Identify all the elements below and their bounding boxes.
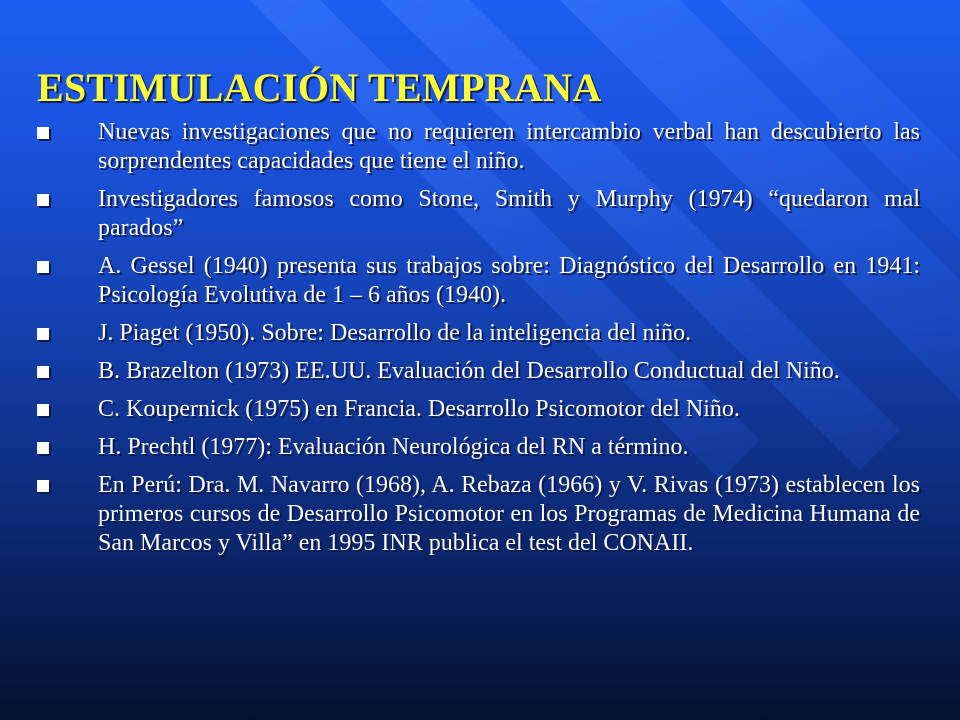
square-bullet-icon (37, 328, 49, 340)
list-item-text: En Perú: Dra. M. Navarro (1968), A. Rebaza (1966) y V. Rivas (1973) establecen los primeros cursos de Desarrollo Psicomotor en los Programas de Medicina Humana de San Marcos y Villa” en 1995 INR publica el test del CONAII. (98, 472, 920, 556)
bullet-list (37, 118, 920, 558)
list-item (37, 252, 920, 310)
list-item (37, 118, 920, 176)
square-bullet-icon (37, 404, 49, 416)
square-bullet-icon (37, 261, 49, 273)
list-item-text: Nuevas investigaciones que no requieren intercambio verbal han descubierto las sorprendentes capacidades que tiene el niño. (98, 119, 920, 174)
list-item (37, 357, 920, 386)
list-item-text: J. Piaget (1950). Sobre: Desarrollo de la inteligencia del niño. (98, 320, 692, 346)
list-item (37, 185, 920, 243)
square-bullet-icon (37, 127, 49, 139)
square-bullet-icon (37, 442, 49, 454)
square-bullet-icon (37, 194, 49, 206)
square-bullet-icon (37, 366, 49, 378)
list-item-text: Investigadores famosos como Stone, Smith y Murphy (1974) “quedaron mal parados” (98, 186, 920, 241)
list-item (37, 471, 920, 558)
list-item-text: A. Gessel (1940) presenta sus trabajos sobre: Diagnóstico del Desarrollo en 1941: Psicología Evolutiva de 1 – 6 años (1940). (98, 253, 920, 308)
list-item (37, 433, 920, 462)
list-item (37, 395, 920, 424)
slide-title: ESTIMULACIÓN TEMPRANA (37, 65, 602, 110)
slide-content (37, 64, 920, 567)
square-bullet-icon (37, 480, 49, 492)
list-item-text: C. Koupernick (1975) en Francia. Desarrollo Psicomotor del Niño. (98, 396, 740, 422)
list-item-text: B. Brazelton (1973) EE.UU. Evaluación del Desarrollo Conductual del Niño. (98, 358, 840, 384)
list-item-text: H. Prechtl (1977): Evaluación Neurológica del RN a término. (98, 434, 689, 460)
list-item (37, 319, 920, 348)
